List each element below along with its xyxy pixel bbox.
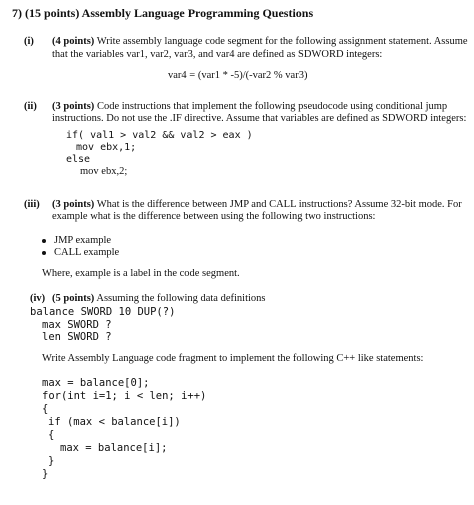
part-i-formula: var4 = (var1 * -5)/(-var2 % var3): [168, 70, 308, 81]
pseudocode-line-3: else: [66, 154, 91, 165]
part-i-points: (4 points): [52, 36, 95, 47]
part-ii-line1: [52, 101, 447, 112]
part-iii-points: (3 points): [52, 199, 95, 210]
bullet-call: [42, 247, 119, 258]
bullet-jmp-text: JMP example: [54, 235, 112, 246]
bullet-jmp: [42, 235, 111, 246]
part-ii-text2: instructions. Do not use the .IF directive. Assume that variables are defined as SDWORD integers:: [52, 113, 467, 124]
part-i-text1: Write assembly language code segment for the following assignment statement. Assume: [96, 36, 468, 47]
bullet-dot-icon: [42, 251, 46, 255]
part-ii-number: [24, 101, 37, 112]
question-title: 7) (15 points) Assembly Language Programming Questions: [12, 6, 314, 20]
part-iv-instruction: Write Assembly Language code fragment to implement the following C++ like statements:: [42, 353, 424, 364]
part-iv-text1: Assuming the following data definitions: [96, 293, 266, 304]
part-iv-label: (iv): [30, 293, 46, 304]
part-i-number: [24, 36, 34, 47]
part-iii-line1: [52, 199, 462, 210]
cpp-line-8: }: [42, 468, 49, 480]
data-def-line-1: balance SWORD 10 DUP(?): [30, 306, 176, 318]
cpp-line-4: if (max < balance[i]): [48, 416, 181, 428]
part-iv-points: (5 points): [52, 293, 95, 304]
part-ii-points: (3 points): [52, 101, 95, 112]
cpp-line-2: for(int i=1; i < len; i++): [42, 390, 207, 402]
pseudocode-line-2: mov ebx,1;: [76, 142, 137, 153]
pseudocode-line-1: if( val1 > val2 && val2 > eax ): [66, 130, 253, 141]
cpp-line-1: max = balance[0];: [42, 377, 150, 389]
data-def-line-2: max SWORD ?: [42, 319, 112, 331]
part-iv-line1: [52, 293, 266, 304]
pseudocode-line-4: mov ebx,2;: [80, 166, 128, 177]
part-i-text2: that the variables var1, var2, var3, and var4 are defined as SDWORD integers:: [52, 49, 383, 60]
part-iii-label: (iii): [24, 199, 40, 210]
part-iii-text2: example what is the difference between using the following two instructions:: [52, 211, 376, 222]
part-ii-label: (ii): [24, 101, 37, 112]
cpp-line-7: }: [48, 455, 55, 467]
data-def-line-3: len SWORD ?: [42, 331, 112, 343]
part-iii-note: Where, example is a label in the code segment.: [42, 268, 240, 279]
cpp-line-3: {: [42, 403, 49, 415]
cpp-line-6: max = balance[i];: [60, 442, 168, 454]
part-iv-number: [30, 293, 45, 304]
part-iii-number: [24, 199, 40, 210]
bullet-call-text: CALL example: [54, 247, 120, 258]
part-iii-text1: What is the difference between JMP and CALL instructions? Assume 32-bit mode. For: [96, 199, 462, 210]
part-ii-text1: Code instructions that implement the following pseudocode using conditional jump: [96, 101, 448, 112]
part-i-line1: [52, 36, 468, 47]
cpp-line-5: {: [48, 429, 55, 441]
part-i-label: (i): [24, 36, 34, 47]
bullet-dot-icon: [42, 239, 46, 243]
